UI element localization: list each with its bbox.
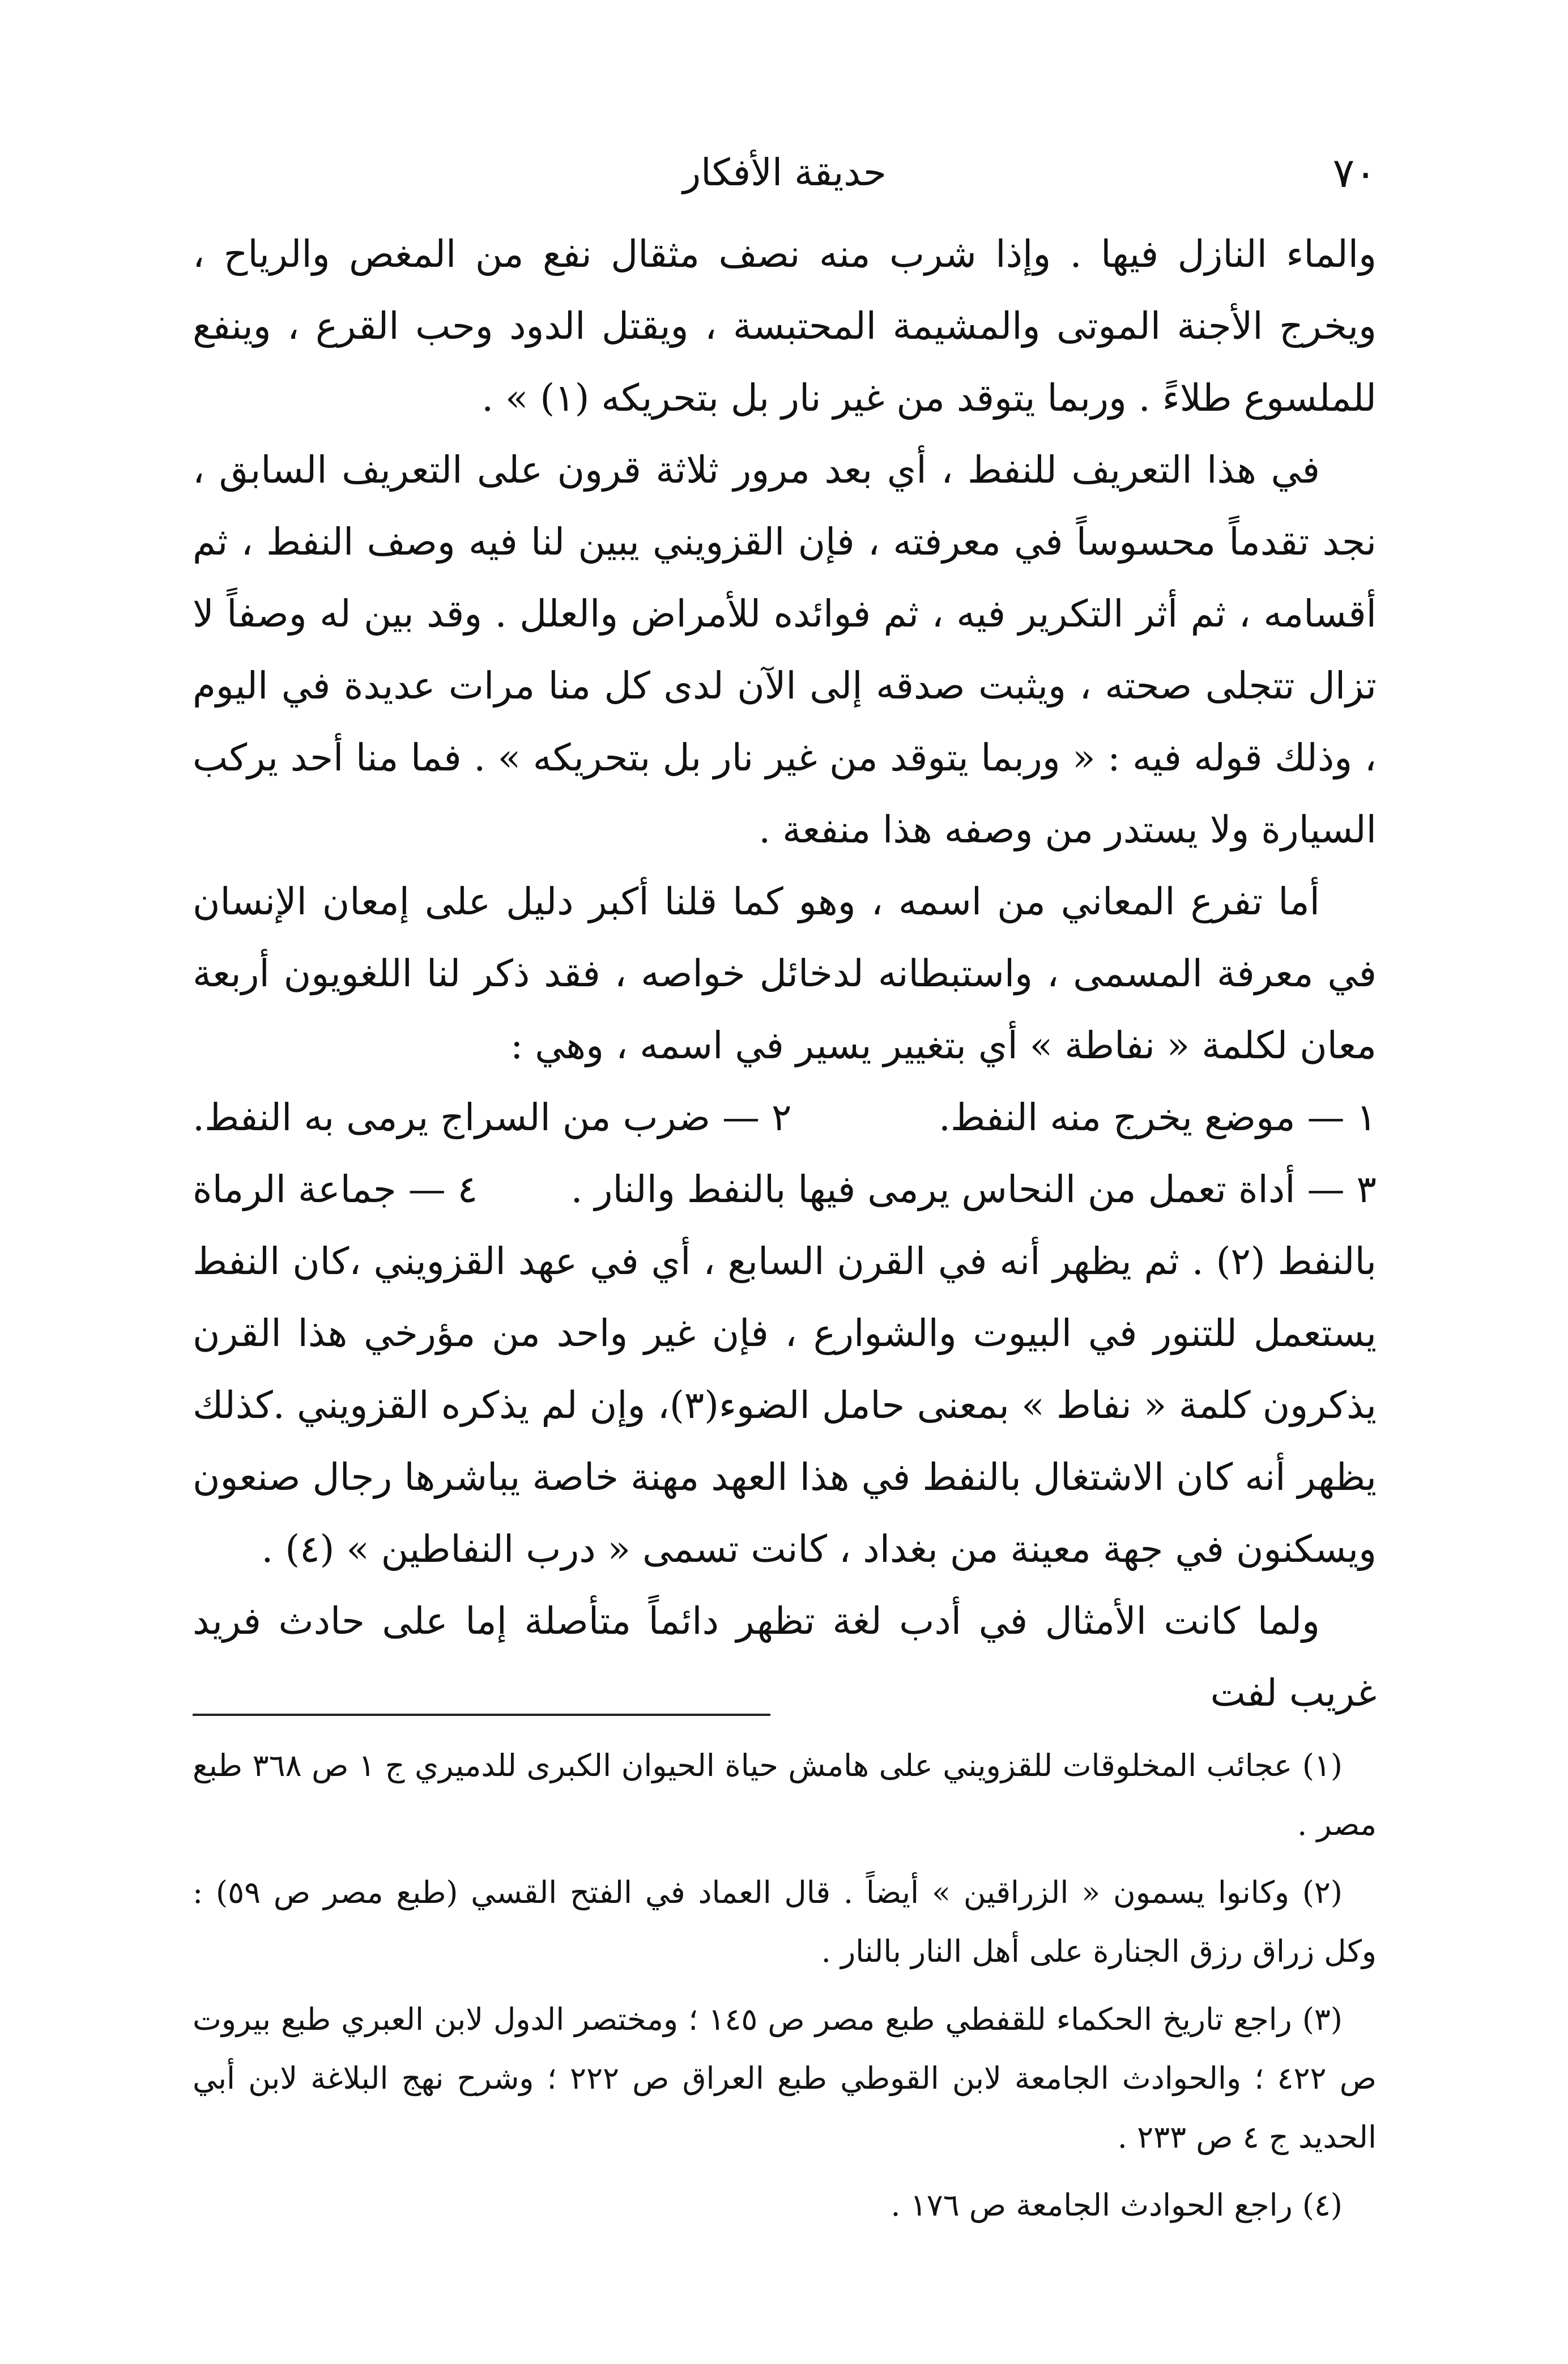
page-header [193,142,1377,204]
meaning-item-3: ٣ — أداة تعمل من النحاس يرمى فيها بالنفط والنار . [570,1168,1377,1211]
book-page [193,0,1377,2364]
paragraph-5: ولما كانت الأمثال في أدب لغة تظهر دائماً متأصلة إما على حادث فريد غريب لفت [193,1599,1377,1715]
meaning-item-4: ٤ — جماعة الرماة [193,1168,478,1211]
footnote-3: (٣) راجع تاريخ الحكماء للقفطي طبع مصر ص ١٤٥ ؛ ومختصر الدول لابن العبري طبع بيروت ص ٤٢٢ ؛ والحوادث الجامعة لابن القوطي طبع العراق ص ٢٢٢ ؛ وشرح نهج البلاغة لابن أبي الحديد ج ٤ ص ٢٣٣ . [193,2001,1377,2155]
paragraph-4: بالنفط (٢) . ثم يظهر أنه في القرن السابع ، أي في عهد القزويني ،كان النفط يستعمل للتنور في البيوت والشوارع ، فإن غير واحد من مؤرخي هذا القرن يذكرون كلمة « نفاط » بمعنى حامل الضوء(٣)، وإن لم يذكره القزويني .كذلك يظهر أنه كان الاشتغال بالنفط في هذا العهد مهنة خاصة يباشرها رجال صنعون ويسكنون في جهة معينة من بغداد ، كانت تسمى « درب النفاطين » (٤) . [193,1239,1377,1571]
page-number: ٧٠ [1332,149,1377,197]
footnote-divider [193,1714,770,1716]
meaning-item-1: ١ — موضع يخرج منه النفط. [939,1096,1377,1139]
paragraph-3: أما تفرع المعاني من اسمه ، وهو كما قلنا أكبر دليل على إمعان الإنسان في معرفة المسمى ، واستبطانه لدخائل خواصه ، فقد ذكر لنا اللغويون أربعة معان لكلمة « نفاطة » أي بتغيير يسير في اسمه ، وهي : [193,880,1377,1067]
meaning-item-2: ٢ — ضرب من السراج يرمى به النفط. [193,1096,792,1139]
meanings-row-2 [193,1153,1377,1225]
main-text [193,218,1377,1729]
running-title: حديقة الأفكار [683,151,887,194]
paragraph-1: والماء النازل فيها . وإذا شرب منه نصف مثقال نفع من المغص والرياح ، ويخرج الأجنة الموتى والمشيمة المحتبسة ، ويقتل الدود وحب القرع ، وينفع للملسوع طلاءً . وربما يتوقد من غير نار بل بتحريكه (١) » . [193,232,1377,420]
footnote-4: (٤) راجع الحوادث الجامعة ص ١٧٦ . [890,2187,1343,2223]
footnote-1: (١) عجائب المخلوقات للقزويني على هامش حياة الحيوان الكبرى للدميري ج ١ ص ٣٦٨ طبع مصر . [193,1748,1377,1842]
paragraph-2: في هذا التعريف للنفط ، أي بعد مرور ثلاثة قرون على التعريف السابق ، نجد تقدماً محسوساً في معرفته ، فإن القزويني يبين لنا فيه وصف النفط ، ثم أقسامه ، ثم أثر التكرير فيه ، ثم فوائده للأمراض والعلل . وقد بين له وصفاً لا تزال تتجلى صحته ، ويثبت صدقه إلى الآن لدى كل منا مرات عديدة في اليوم ، وذلك قوله فيه : « وربما يتوقد من غير نار بل بتحريكه » . فما منا أحد يركب السيارة ولا يستدر من وصفه هذا منفعة . [193,448,1377,851]
footnote-2: (٢) وكانوا يسمون « الزراقين » أيضاً . قال العماد في الفتح القسي (طبع مصر ص ٥٩) : وكل زراق رزق الجنارة على أهل النار بالنار . [193,1875,1377,1969]
meanings-row-1 [193,1081,1377,1153]
footnotes [193,1736,1377,2235]
